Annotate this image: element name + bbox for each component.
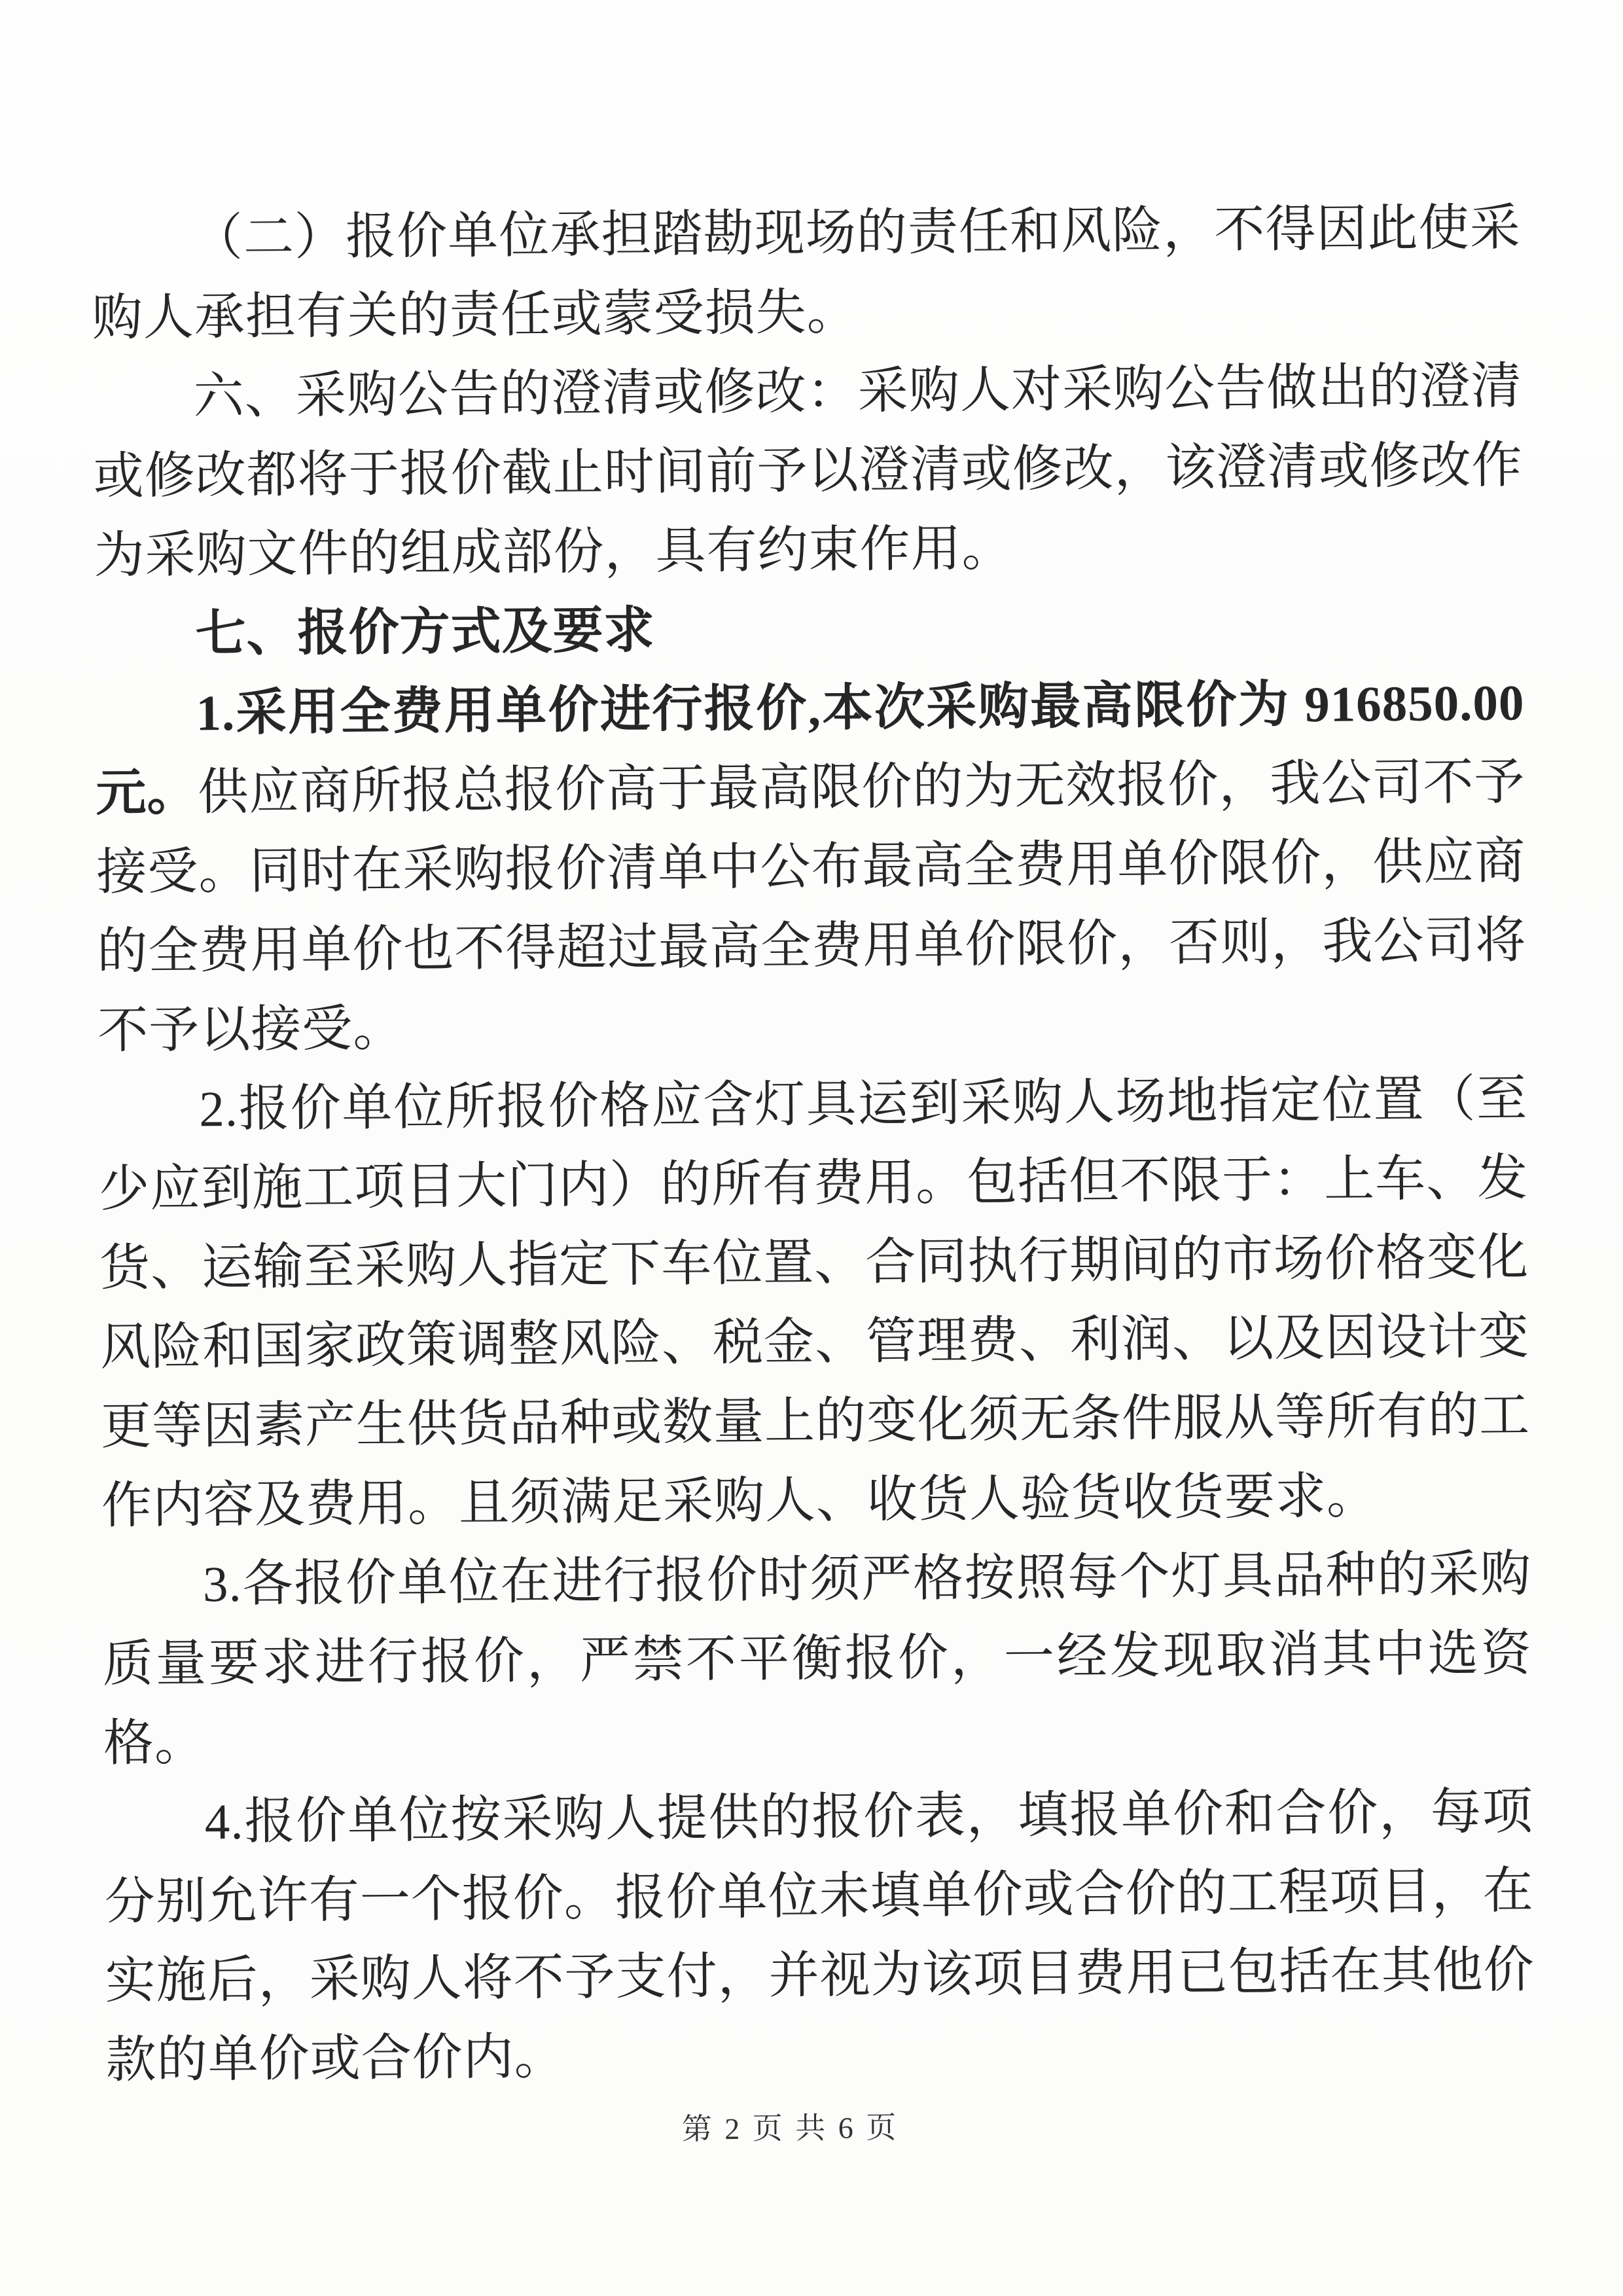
- paragraph-text: 供应商所报总报价高于最高限价的为无效报价，我公司不予接受。同时在采购报价清单中公布最高全费用单价限价，供应商的全费用单价也不得超过最高全费用单价限价，否则，我公司将不予以接受。: [96, 753, 1527, 1059]
- heading-text: 七、报价方式及要求: [195, 601, 655, 662]
- paragraph-item-2-delivery-costs: [98, 1059, 1531, 1545]
- page-number-text: 第 2 页 共 6 页: [681, 2111, 899, 2146]
- paragraph-clause-2-site-survey: [91, 188, 1522, 357]
- document-body: [91, 188, 1535, 2100]
- paragraph-text: 3.各报价单位在进行报价时须严格按照每个灯具品种的采购质量要求进行报价，严禁不平衡报价，一经发现取消其中选资格。: [102, 1545, 1533, 1772]
- paragraph-text: 4.报价单位按采购人提供的报价表，填报单价和合价，每项分别允许有一个报价。报价单位未填单价或合价的工程项目，在实施后，采购人将不予支付，并视为该项目费用已包括在其他价款的单价或合价内。: [104, 1783, 1535, 2089]
- paragraph-text: 2.报价单位所报价格应含灯具运到采购人场地指定位置（至少应到施工项目大门内）的所有费用。包括但不限于：上车、发货、运输至采购人指定下车位置、合同执行期间的市场价格变化风险和国家政策调整风险、税金、管理费、利润、以及因设计变更等因素产生供货品种或数量上的变化须无条件服从等所有的工作内容及费用。且须满足采购人、收货人验货收货要求。: [98, 1070, 1531, 1534]
- paragraph-item-3-no-unbalanced-bids: [101, 1534, 1533, 1783]
- price-cap-bold-text: 1.采用全费用单价进行报价,本次采购最高限价为 916850.00 元。: [96, 674, 1525, 821]
- paragraph-text: 六、采购公告的澄清或修改：采购人对采购公告做出的澄清或修改都将于报价截止时间前予以澄清或修改，该澄清或修改作为采购文件的组成部份，具有约束作用。: [93, 357, 1523, 584]
- section-7-heading: [94, 584, 1524, 674]
- paragraph-text: （二）报价单位承担踏勘现场的责任和风险，不得因此使采购人承担有关的责任或蒙受损失。: [92, 199, 1522, 346]
- paragraph-section-6-clarification: [92, 346, 1524, 595]
- paragraph-item-4-quote-form: [103, 1772, 1535, 2100]
- paragraph-item-1-price-cap: [95, 663, 1527, 1070]
- page-footer: [106, 2099, 1474, 2153]
